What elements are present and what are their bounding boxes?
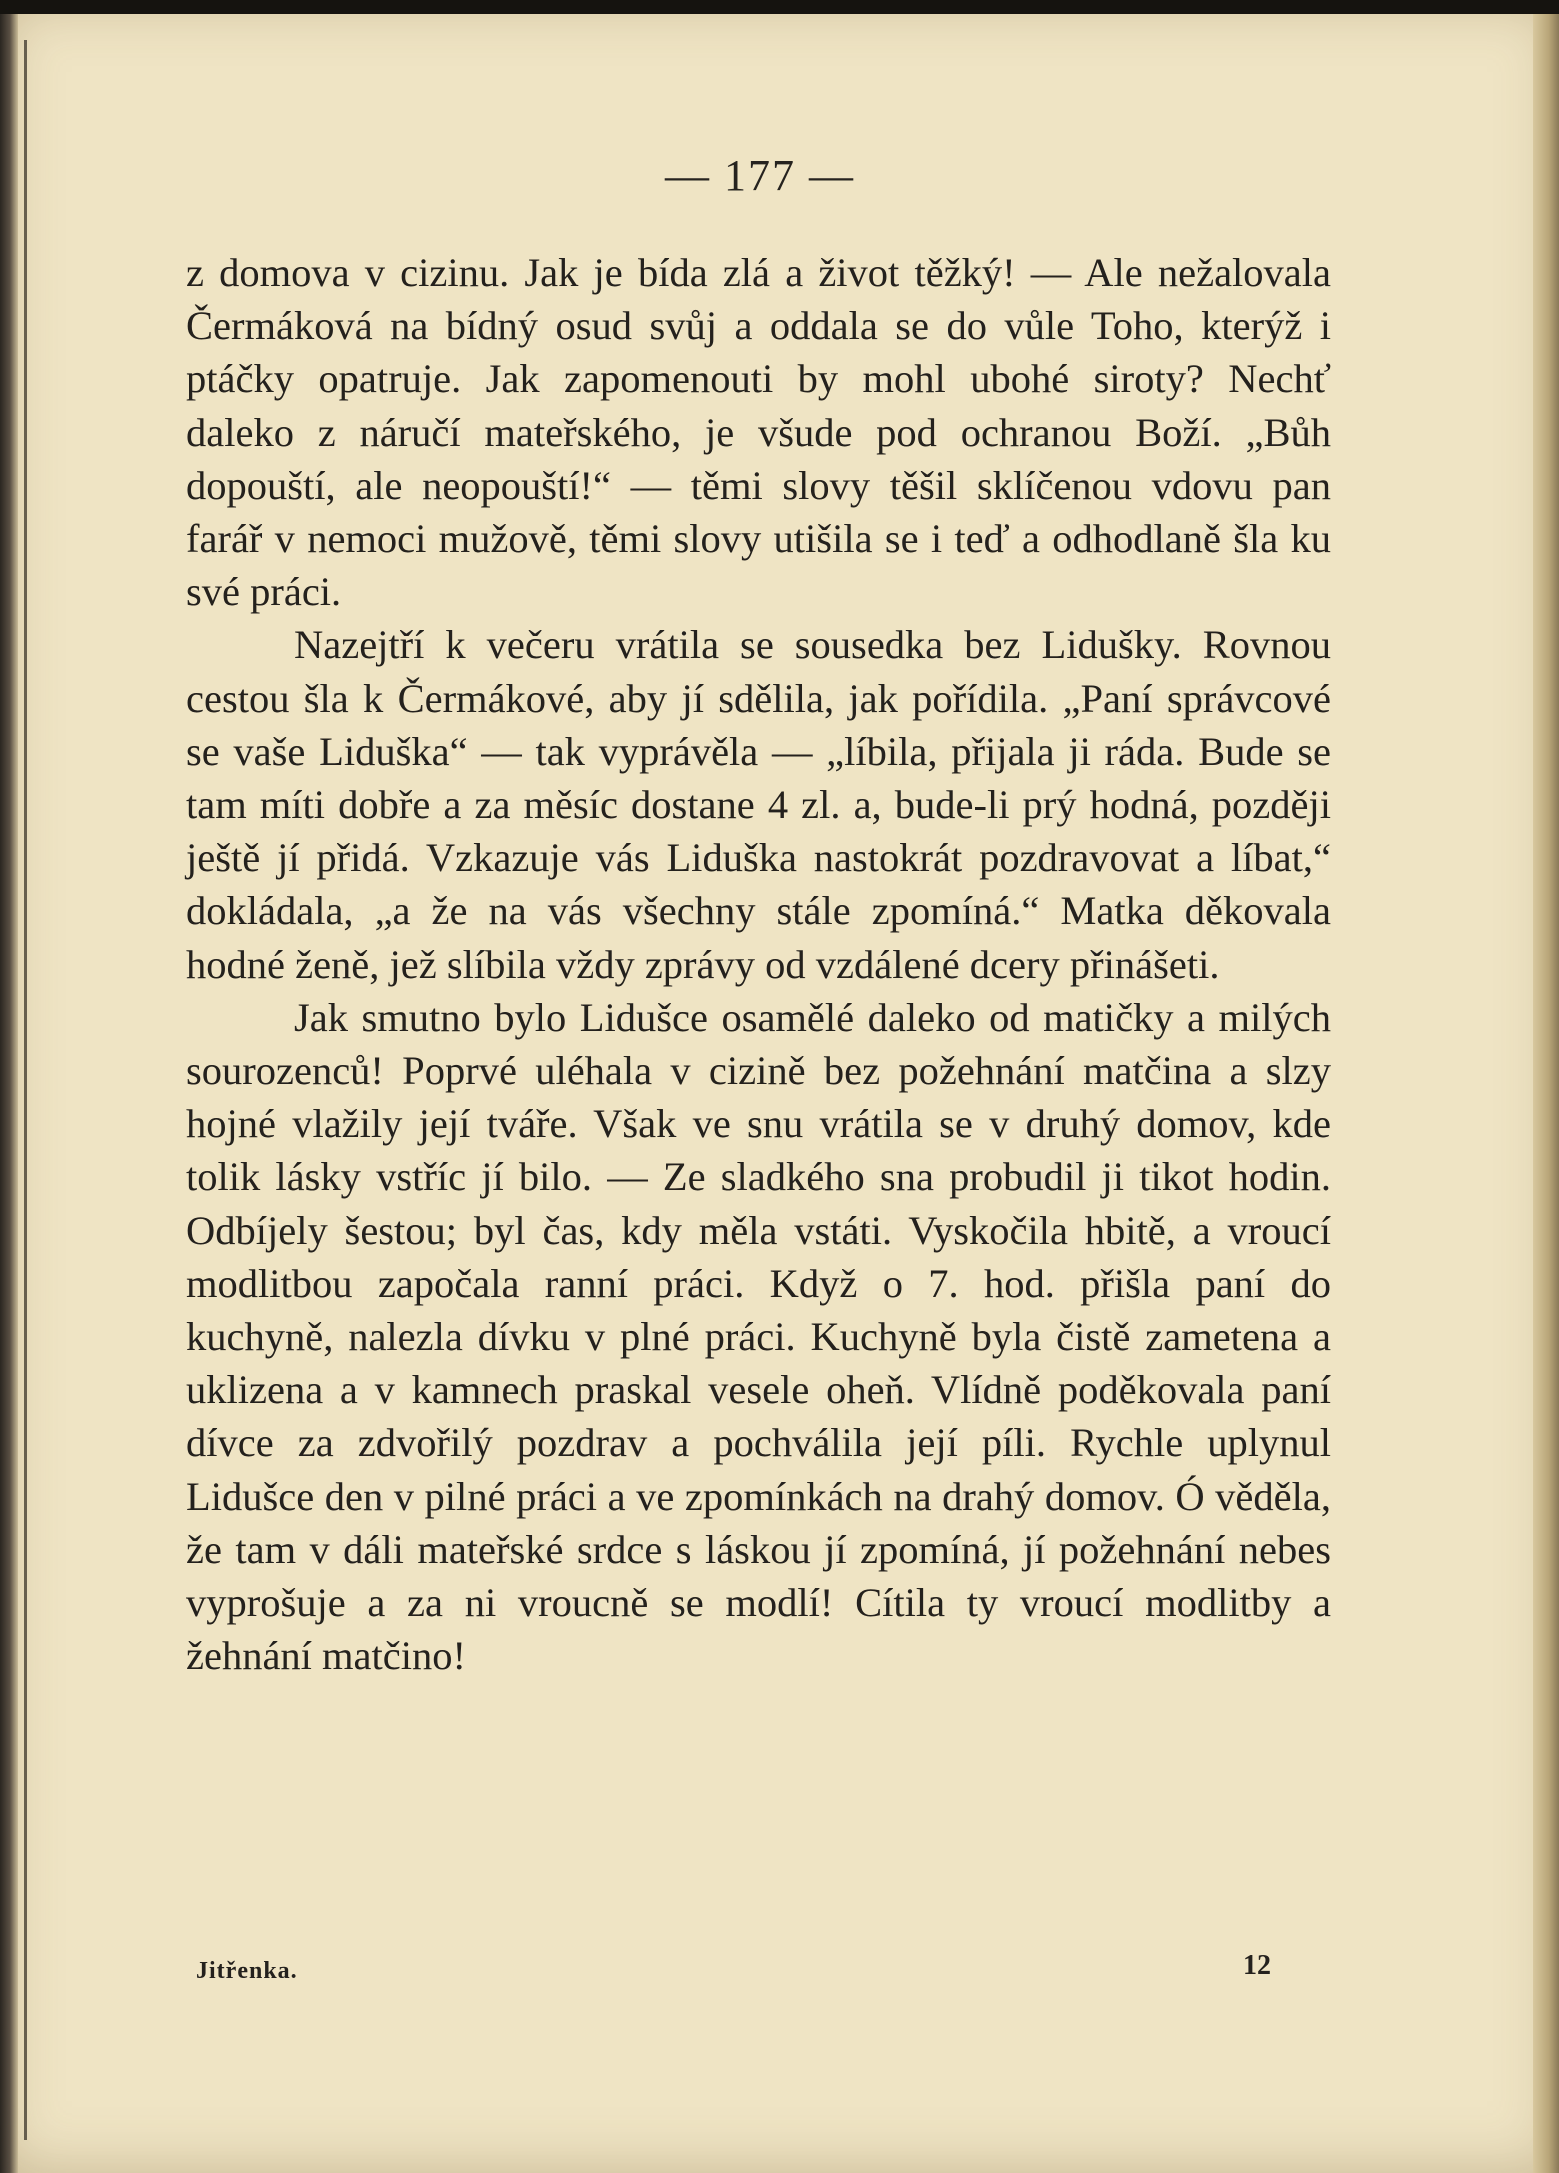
signature-mark: Jitřenka.	[196, 1958, 298, 1984]
paragraph-2: Nazejtří k večeru vrátila se sousedka bez Lidušky. Rovnou cestou šla k Čermákové, aby jí sdělila, jak pořídila. „Paní správcové se vaše Liduška“ — tak vyprávěla — „líbila, přijala ji ráda. Bude se tam míti dobře a za měsíc dostane 4 zl. a, bude-li prý hodná, později ještě jí přidá. Vzkazuje vás Liduška nastokrát pozdravovat a líbat,“ dokládala, „a že na vás všechny stále zpomíná.“ Matka děkovala hodné ženě, jež slíbila vždy zprávy od vzdálené dcery přinášeti.	[186, 622, 1331, 987]
page-right-edge	[1533, 14, 1559, 2173]
page-number: — 177 —	[665, 151, 855, 200]
book-gutter	[0, 14, 18, 2173]
paragraph-3: Jak smutno bylo Lidušce osamělé daleko od matičky a milých sourozenců! Poprvé uléhala v cizině bez požehnání matčina a slzy hojné vlažily její tváře. Však ve snu vrátila se v druhý domov, kde tolik lásky vstříc jí bilo. — Ze sladkého sna probudil ji tikot hodin. Odbíjely šestou; byl čas, kdy měla vstáti. Vyskočila hbitě, a vroucí modlitbou započala ranní práci. Když o 7. hod. přišla paní do kuchyně, nalezla dívku v plné práci. Kuchyně byla čistě zametena a uklizena a v kamnech praskal vesele oheň. Vlídně poděkovala paní dívce za zdvořilý pozdrav a pochválila její píli. Rychle uplynul Lidušce den v pilné práci a ve zpomínkách na drahý domov. Ó věděla, že tam v dáli mateřské srdce s láskou jí zpomíná, jí požehnání nebes vyprošuje a za ni vroucně se modlí! Cítila ty vroucí modlitby a žehnání matčino!	[186, 994, 1331, 1679]
sheet-number: 12	[1243, 1950, 1271, 1981]
page-footer	[186, 1950, 1271, 2000]
scan-top-edge	[0, 0, 1559, 14]
paragraph-1: z domova v cizinu. Jak je bída zlá a život těžký! — Ale nežalovala Čermáková na bídný osud svůj a oddala se do vůle Toho, kterýž i ptáčky opatruje. Jak zapomenouti by mohl ubohé siroty? Nechť daleko z náručí mateřského, je všude pod ochranou Boží. „Bůh dopouští, ale neopouští!“ — těmi slovy těšil sklíčenou vdovu pan farář v nemoci mužově, těmi slovy utišila se i teď a odhodlaně šla ku své práci.	[186, 250, 1331, 615]
gutter-shadow-line	[24, 40, 27, 2140]
body-text	[186, 246, 1331, 1682]
